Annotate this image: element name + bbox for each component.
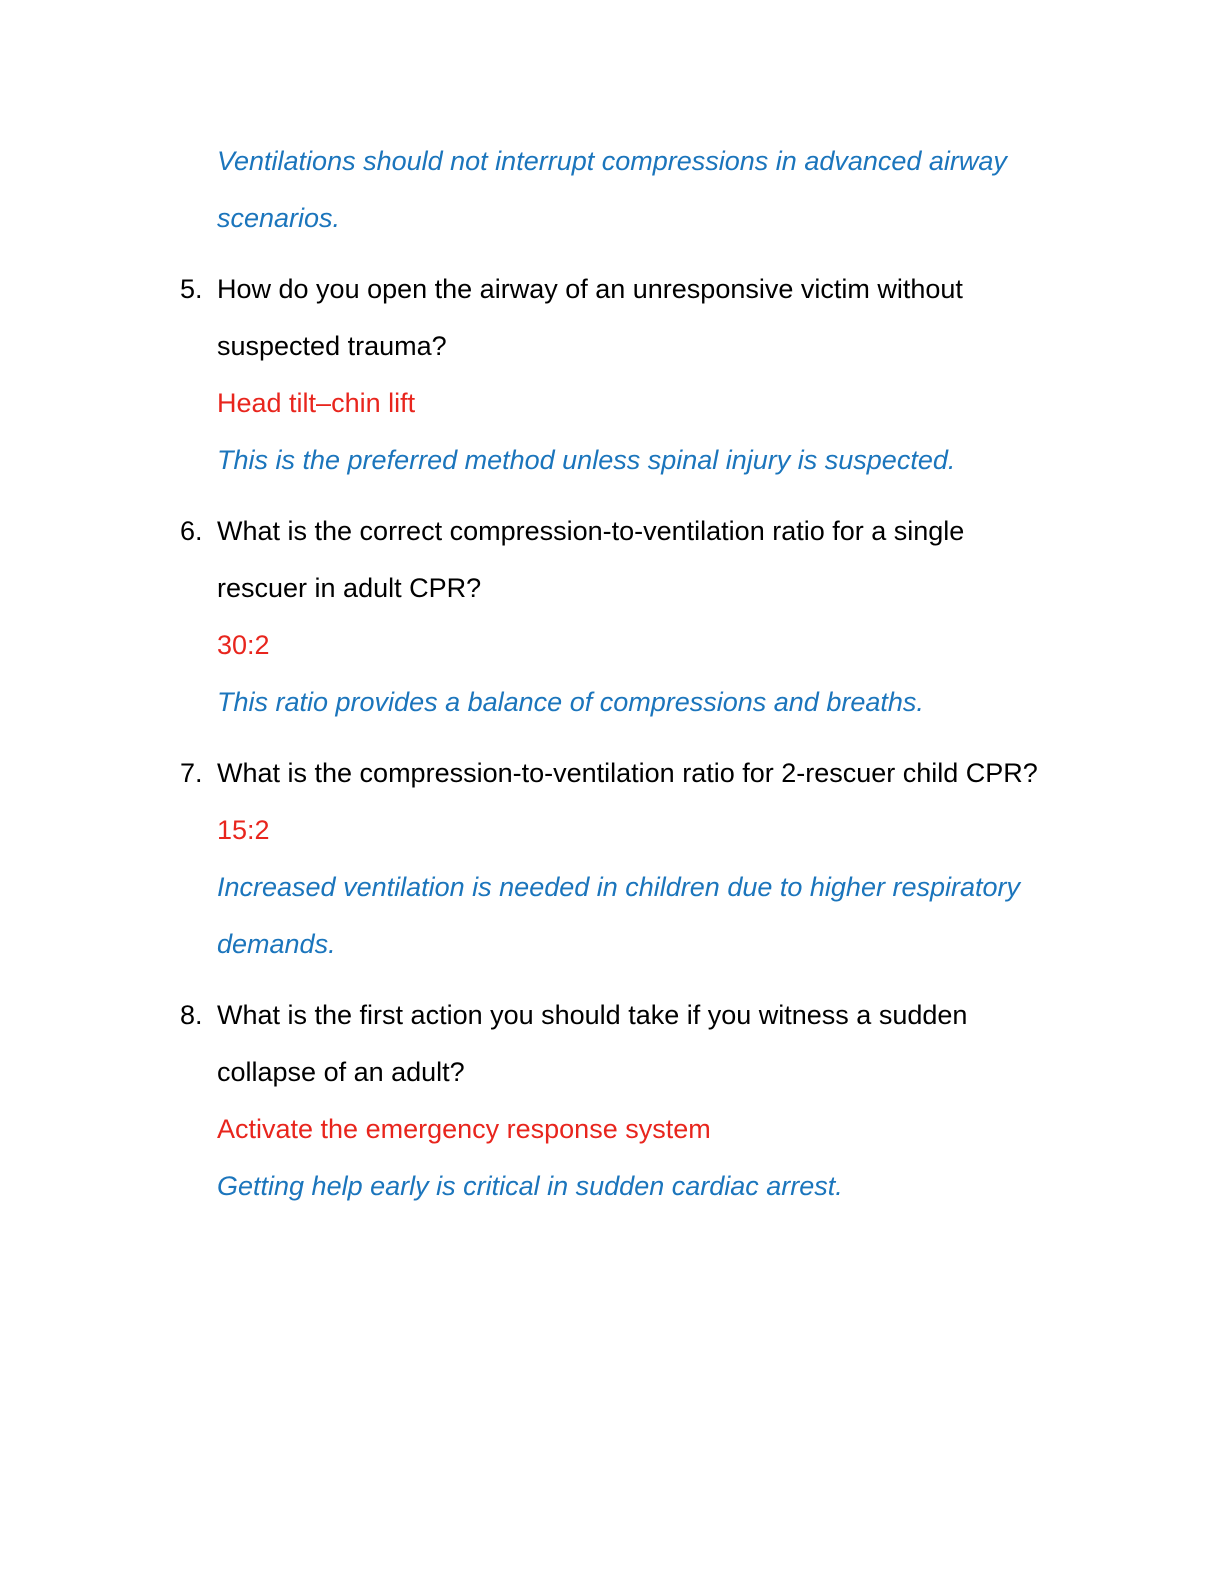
question-body [217, 503, 1060, 731]
explanation-text: This ratio provides a balance of compressions and breaths. [217, 687, 924, 717]
question-body [217, 745, 1060, 973]
explanation-text: This is the preferred method unless spinal injury is suspected. [217, 445, 956, 475]
question-body [217, 261, 1060, 489]
question-number: 8. [180, 1000, 203, 1030]
question-text: What is the compression-to-ventilation ratio for 2-rescuer child CPR? [217, 758, 1038, 788]
intro-explanation-block [217, 133, 1060, 247]
answer-text: 30:2 [217, 630, 270, 660]
question-number: 6. [180, 516, 203, 546]
question-text: What is the correct compression-to-ventilation ratio for a single rescuer in adult CPR? [217, 516, 965, 603]
question-number: 5. [180, 274, 203, 304]
answer-text: Head tilt–chin lift [217, 388, 416, 418]
question-text: What is the first action you should take if you witness a sudden collapse of an adult? [217, 1000, 968, 1087]
question-body [217, 987, 1060, 1215]
question-block-8 [180, 987, 1060, 1215]
document-content [180, 133, 1060, 1229]
question-block-7 [180, 745, 1060, 973]
question-block-5 [180, 261, 1060, 489]
explanation-text: Getting help early is critical in sudden cardiac arrest. [217, 1171, 843, 1201]
question-block-6 [180, 503, 1060, 731]
question-text: How do you open the airway of an unresponsive victim without suspected trauma? [217, 274, 963, 361]
question-number: 7. [180, 758, 203, 788]
explanation-text: Increased ventilation is needed in children due to higher respiratory demands. [217, 872, 1020, 959]
answer-text: 15:2 [217, 815, 270, 845]
answer-text: Activate the emergency response system [217, 1114, 711, 1144]
explanation-text: Ventilations should not interrupt compressions in advanced airway scenarios. [217, 146, 1007, 233]
